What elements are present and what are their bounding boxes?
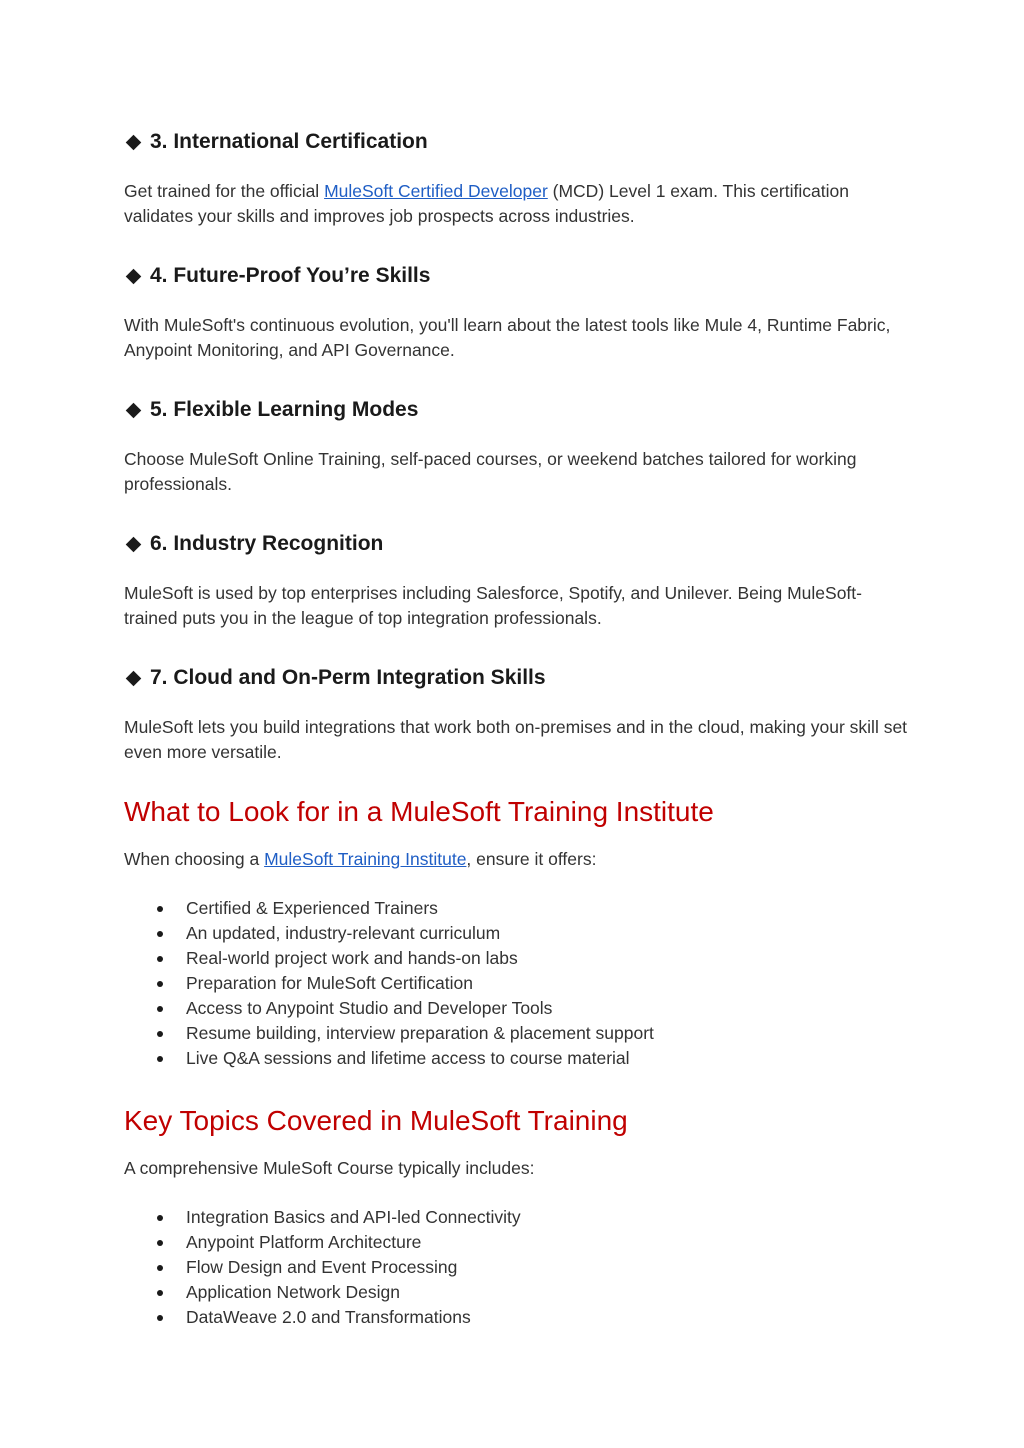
mulesoft-certified-developer-link[interactable]: MuleSoft Certified Developer (324, 181, 548, 201)
bullet-icon (157, 1056, 163, 1062)
diamond-bullet-icon (126, 268, 142, 284)
mulesoft-training-institute-link[interactable]: MuleSoft Training Institute (264, 849, 467, 869)
diamond-bullet-icon (126, 536, 142, 552)
diamond-bullet-icon (126, 134, 142, 150)
benefit-heading: 3. International Certification (124, 126, 914, 158)
list-item: An updated, industry-relevant curriculum (124, 921, 914, 946)
benefit-heading: 4. Future-Proof You’re Skills (124, 260, 914, 292)
bullet-icon (157, 1265, 163, 1271)
document-page (124, 126, 914, 1330)
topics-section-heading: Key Topics Covered in MuleSoft Training (124, 1105, 628, 1136)
benefit-section (124, 528, 914, 631)
benefit-heading: 5. Flexible Learning Modes (124, 394, 914, 426)
bullet-icon (157, 1215, 163, 1221)
benefit-text: MuleSoft lets you build integrations that work both on-premises and in the cloud, making your skill set even more versatile. (124, 717, 908, 762)
bullet-icon (157, 1006, 163, 1012)
topics-intro: A comprehensive MuleSoft Course typically includes: (124, 1158, 535, 1178)
benefit-section (124, 126, 914, 229)
bullet-icon (157, 906, 163, 912)
benefit-heading: 7. Cloud and On-Perm Integration Skills (124, 662, 914, 694)
bullet-icon (157, 931, 163, 937)
list-item: Access to Anypoint Studio and Developer Tools (124, 996, 914, 1021)
institute-section-heading: What to Look for in a MuleSoft Training Institute (124, 796, 714, 827)
benefit-section (124, 394, 914, 497)
list-item: Resume building, interview preparation & placement support (124, 1021, 914, 1046)
diamond-bullet-icon (126, 670, 142, 686)
topics-list (124, 1205, 914, 1330)
benefit-heading: 6. Industry Recognition (124, 528, 914, 560)
bullet-icon (157, 1290, 163, 1296)
bullet-icon (157, 1031, 163, 1037)
list-item: Integration Basics and API-led Connectivity (124, 1205, 914, 1230)
benefit-text: Get trained for the official MuleSoft Certified Developer (MCD) Level 1 exam. This certification validates your skills and improves job prospects across industries. (124, 181, 849, 226)
benefit-text: With MuleSoft's continuous evolution, you'll learn about the latest tools like Mule 4, Runtime Fabric, Anypoint Monitoring, and API Governance. (124, 315, 891, 360)
benefit-text: MuleSoft is used by top enterprises including Salesforce, Spotify, and Unilever. Being MuleSoft-trained puts you in the league of top integration professionals. (124, 583, 862, 628)
bullet-icon (157, 1240, 163, 1246)
list-item: Application Network Design (124, 1280, 914, 1305)
list-item: DataWeave 2.0 and Transformations (124, 1305, 914, 1330)
institute-list (124, 896, 914, 1071)
institute-intro: When choosing a MuleSoft Training Institute, ensure it offers: (124, 849, 597, 869)
list-item: Certified & Experienced Trainers (124, 896, 914, 921)
bullet-icon (157, 1315, 163, 1321)
list-item: Preparation for MuleSoft Certification (124, 971, 914, 996)
list-item: Live Q&A sessions and lifetime access to course material (124, 1046, 914, 1071)
benefit-section (124, 662, 914, 765)
list-item: Real-world project work and hands-on labs (124, 946, 914, 971)
bullet-icon (157, 956, 163, 962)
list-item: Flow Design and Event Processing (124, 1255, 914, 1280)
diamond-bullet-icon (126, 402, 142, 418)
benefit-text: Choose MuleSoft Online Training, self-paced courses, or weekend batches tailored for working professionals. (124, 449, 857, 494)
list-item: Anypoint Platform Architecture (124, 1230, 914, 1255)
benefit-section (124, 260, 914, 363)
bullet-icon (157, 981, 163, 987)
